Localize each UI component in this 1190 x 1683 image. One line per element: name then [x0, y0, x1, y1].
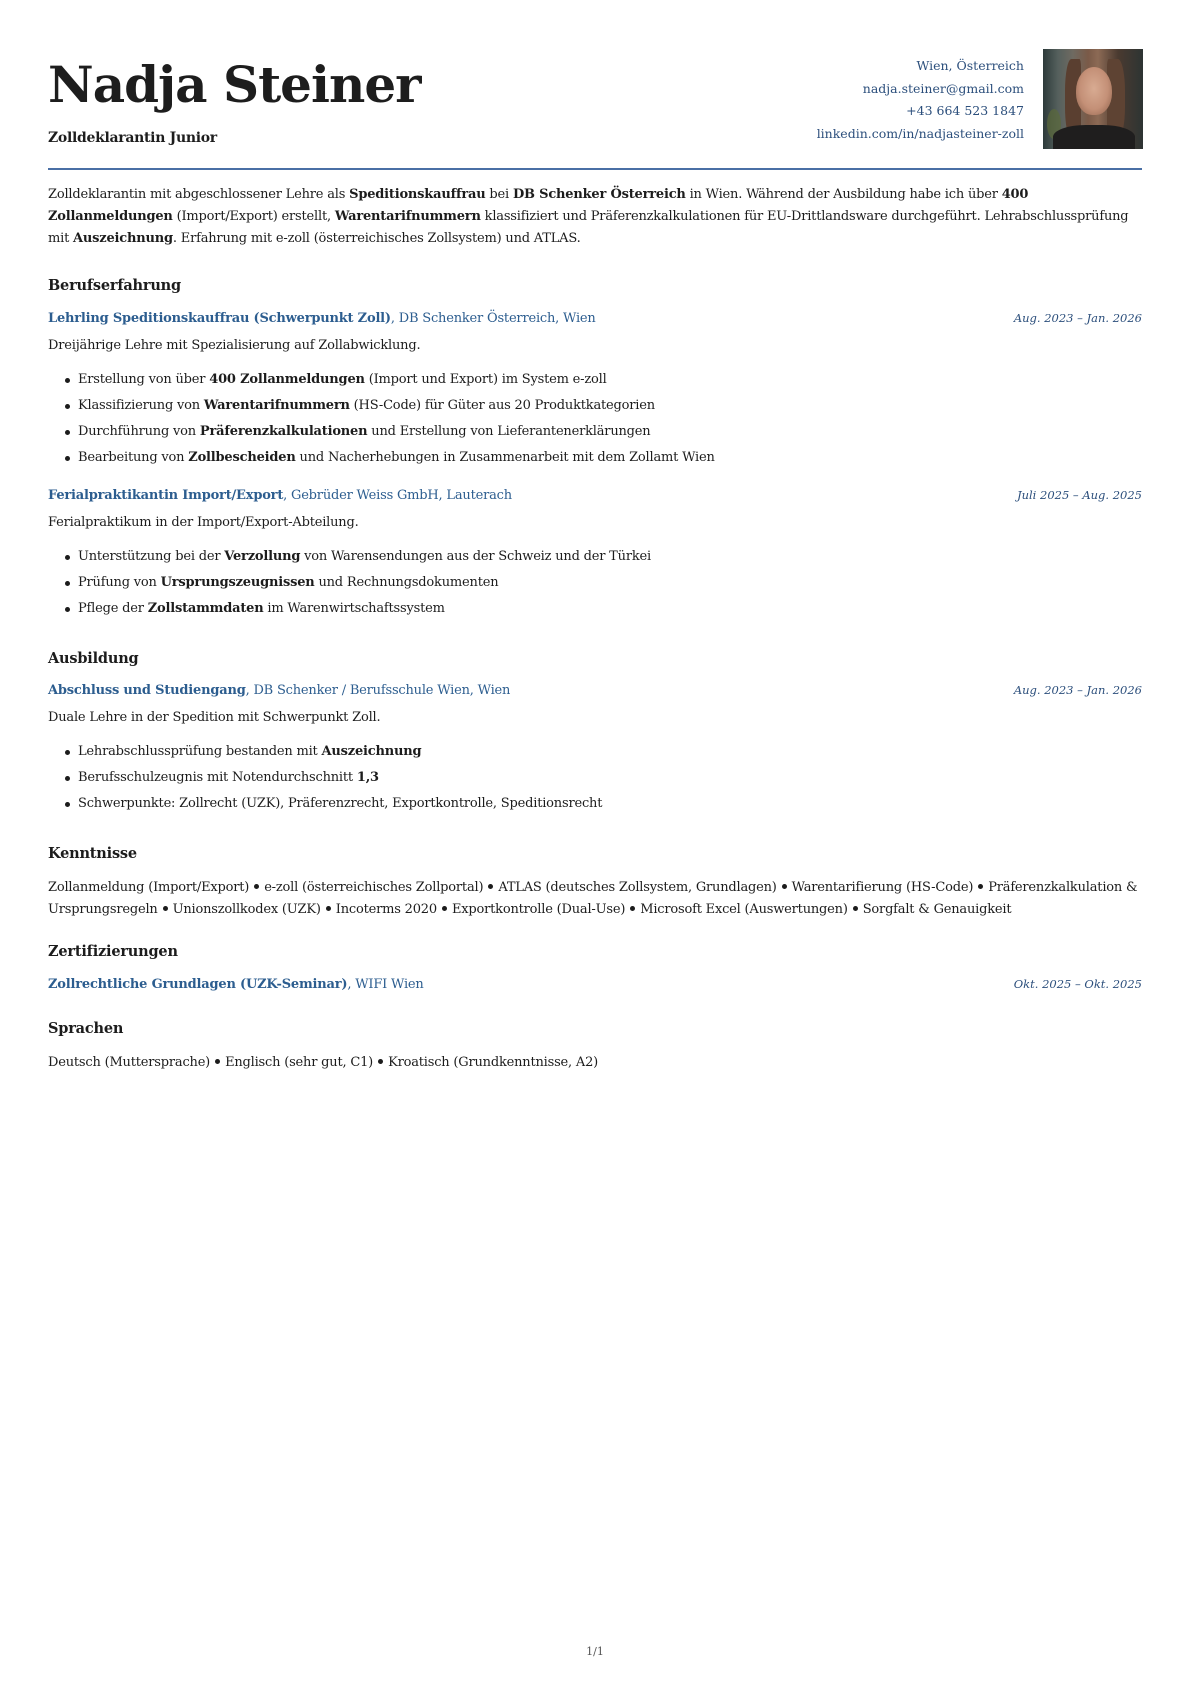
bullet-separator-icon — [163, 906, 168, 911]
section-heading-skills: Kenntnisse — [48, 845, 137, 862]
education-entry-1-header — [48, 683, 1142, 705]
text-run: Klassifizierung von — [78, 398, 204, 413]
text-run: Prüfung von — [78, 575, 161, 590]
text-run: und Rechnungsdokumenten — [314, 575, 499, 590]
section-heading-certifications: Zertifizierungen — [48, 943, 178, 960]
contact-email[interactable]: nadja.steiner@gmail.com — [862, 80, 1024, 96]
experience-entry-1-header — [48, 311, 1142, 333]
text-run: in Wien. Während der Ausbildung habe ich über — [685, 187, 1002, 202]
entry-role: Abschluss und Studiengang — [48, 683, 246, 698]
resume-page — [48, 0, 1142, 1683]
summary-paragraph — [48, 184, 1142, 250]
contact-phone[interactable]: +43 664 523 1847 — [906, 103, 1024, 118]
text-run: Zolldeklarantin mit abgeschlossener Lehre als — [48, 187, 350, 202]
entry-date: Okt. 2025 – Okt. 2025 — [1013, 977, 1142, 991]
entry-date: Aug. 2023 – Jan. 2026 — [1013, 311, 1142, 325]
entry-organization: , WIFI Wien — [347, 977, 424, 992]
list-item: Warentarifierung (HS-Code) — [791, 880, 974, 895]
text-run: im Warenwirtschaftssystem — [263, 601, 445, 616]
bullet-item — [48, 367, 715, 393]
bullet-item — [48, 393, 715, 419]
list-item: Incoterms 2020 — [335, 902, 437, 917]
section-heading-experience: Berufserfahrung — [48, 277, 181, 294]
photo-body-shape — [1053, 125, 1135, 149]
list-item: Exportkontrolle (Dual-Use) — [451, 902, 626, 917]
header-divider — [48, 168, 1142, 170]
profile-photo — [1043, 49, 1143, 149]
bullet-item — [48, 445, 715, 471]
entry-organization: , DB Schenker / Berufsschule Wien, Wien — [245, 683, 511, 698]
entry-description: Duale Lehre in der Spedition mit Schwerpunkt Zoll. — [48, 710, 381, 725]
bullet-item — [48, 544, 651, 570]
emphasis-text: Ursprungszeugnissen — [160, 575, 315, 590]
emphasis-text: 400 Zollanmeldungen — [209, 372, 365, 387]
text-run: und Erstellung von Lieferantenerklärungen — [367, 424, 651, 439]
entry-date: Juli 2025 – Aug. 2025 — [1016, 488, 1142, 502]
bullet-item — [48, 419, 715, 445]
bullet-separator-icon — [853, 906, 858, 911]
bullet-item — [48, 570, 651, 596]
list-item: Kroatisch (Grundkenntnisse, A2) — [388, 1055, 599, 1070]
emphasis-text: DB Schenker Österreich — [512, 187, 686, 202]
text-run: . Erfahrung mit e-zoll (österreichisches Zollsystem) und ATLAS. — [172, 231, 581, 246]
bullet-separator-icon — [215, 1059, 220, 1064]
entry-role: Ferialpraktikantin Import/Export — [48, 488, 284, 503]
list-item: e-zoll (österreichisches Zollportal) — [264, 880, 484, 895]
bullet-item — [48, 791, 602, 817]
experience-entry-1-bullets — [48, 367, 715, 471]
bullet-separator-icon — [378, 1059, 383, 1064]
contact-linkedin[interactable]: linkedin.com/in/nadjasteiner-zoll — [816, 125, 1024, 141]
list-item: Unionszollkodex (UZK) — [172, 902, 321, 917]
entry-role: Zollrechtliche Grundlagen (UZK-Seminar) — [48, 977, 348, 992]
entry-organization: , Gebrüder Weiss GmbH, Lauterach — [283, 488, 512, 503]
emphasis-text: Auszeichnung — [73, 231, 173, 246]
experience-entry-2-title — [48, 488, 512, 503]
contact-block — [817, 55, 1024, 145]
list-item: Microsoft Excel (Auswertungen) — [640, 902, 848, 917]
text-run: (HS-Code) für Güter aus 20 Produktkategorien — [349, 398, 655, 413]
list-item: ATLAS (deutsches Zollsystem, Grundlagen) — [498, 880, 777, 895]
text-run: Berufsschulzeugnis mit Notendurchschnitt — [78, 770, 357, 785]
entry-role: Lehrling Speditionskauffrau (Schwerpunkt Zoll) — [48, 311, 391, 326]
languages-list — [48, 1052, 1142, 1074]
bullet-item — [48, 765, 602, 791]
emphasis-text: Präferenzkalkulationen — [199, 424, 368, 439]
bullet-separator-icon — [488, 884, 493, 889]
entry-date: Aug. 2023 – Jan. 2026 — [1013, 683, 1142, 697]
text-run: von Warensendungen aus der Schweiz und der Türkei — [300, 549, 651, 564]
emphasis-text: 1,3 — [356, 770, 379, 785]
emphasis-text: Zollbescheiden — [188, 450, 296, 465]
text-run: Durchführung von — [78, 424, 200, 439]
emphasis-text: Zollstammdaten — [147, 601, 264, 616]
experience-entry-2-header — [48, 488, 1142, 510]
text-run: bei — [485, 187, 513, 202]
emphasis-text: 400 Zollanmeldungen — [48, 187, 1029, 224]
entry-organization: , DB Schenker Österreich, Wien — [390, 311, 596, 326]
candidate-name: Nadja Steiner — [48, 55, 421, 114]
text-run: Unterstützung bei der — [78, 549, 225, 564]
text-run: Lehrabschlussprüfung bestanden mit — [78, 744, 322, 759]
emphasis-text: Speditionskauffrau — [349, 187, 486, 202]
emphasis-text: Auszeichnung — [321, 744, 422, 759]
education-entry-1-title — [48, 683, 510, 698]
bullet-separator-icon — [442, 906, 447, 911]
emphasis-text: Warentarifnummern — [203, 398, 350, 413]
text-run: klassifiziert und Präferenzkalkulationen für EU-Drittlandsware durchgeführt. Lehrabschlussprüfung mit — [48, 209, 1129, 246]
text-run: (Import und Export) im System e-zoll — [364, 372, 607, 387]
certification-entry-1-title — [48, 977, 424, 992]
emphasis-text: Verzollung — [224, 549, 301, 564]
text-run: und Nacherhebungen in Zusammenarbeit mit dem Zollamt Wien — [295, 450, 715, 465]
text-run: Schwerpunkte: Zollrecht (UZK), Präferenzrecht, Exportkontrolle, Speditionsrecht — [78, 796, 603, 811]
list-item: Zollanmeldung (Import/Export) — [48, 880, 250, 895]
list-item: Sorgfalt & Genauigkeit — [862, 902, 1012, 917]
experience-entry-1-title — [48, 311, 596, 326]
bullet-separator-icon — [630, 906, 635, 911]
bullet-separator-icon — [782, 884, 787, 889]
text-run: Bearbeitung von — [78, 450, 189, 465]
bullet-separator-icon — [254, 884, 259, 889]
bullet-separator-icon — [978, 884, 983, 889]
contact-location: Wien, Österreich — [916, 58, 1024, 73]
job-title: Zolldeklarantin Junior — [48, 130, 217, 146]
photo-face-shape — [1076, 67, 1112, 115]
bullet-separator-icon — [326, 906, 331, 911]
text-run: (Import/Export) erstellt, — [172, 209, 335, 224]
list-item: Deutsch (Muttersprache) — [48, 1055, 211, 1070]
section-heading-education: Ausbildung — [48, 650, 139, 667]
page-number: 1/1 — [586, 1645, 604, 1658]
education-entry-1-bullets — [48, 739, 602, 817]
bullet-item — [48, 739, 602, 765]
entry-description: Ferialpraktikum in der Import/Export-Abteilung. — [48, 515, 359, 530]
text-run: Pflege der — [78, 601, 148, 616]
emphasis-text: Warentarifnummern — [334, 209, 481, 224]
entry-description: Dreijährige Lehre mit Spezialisierung auf Zollabwicklung. — [48, 338, 421, 353]
list-item: Präferenzkalkulation & Ursprungsregeln — [48, 880, 1138, 917]
bullet-item — [48, 596, 651, 622]
skills-list — [48, 877, 1142, 921]
text-run: Erstellung von über — [78, 372, 210, 387]
list-item: Englisch (sehr gut, C1) — [225, 1055, 374, 1070]
certification-entry-1 — [48, 977, 1142, 999]
section-heading-languages: Sprachen — [48, 1020, 124, 1037]
experience-entry-2-bullets — [48, 544, 651, 622]
